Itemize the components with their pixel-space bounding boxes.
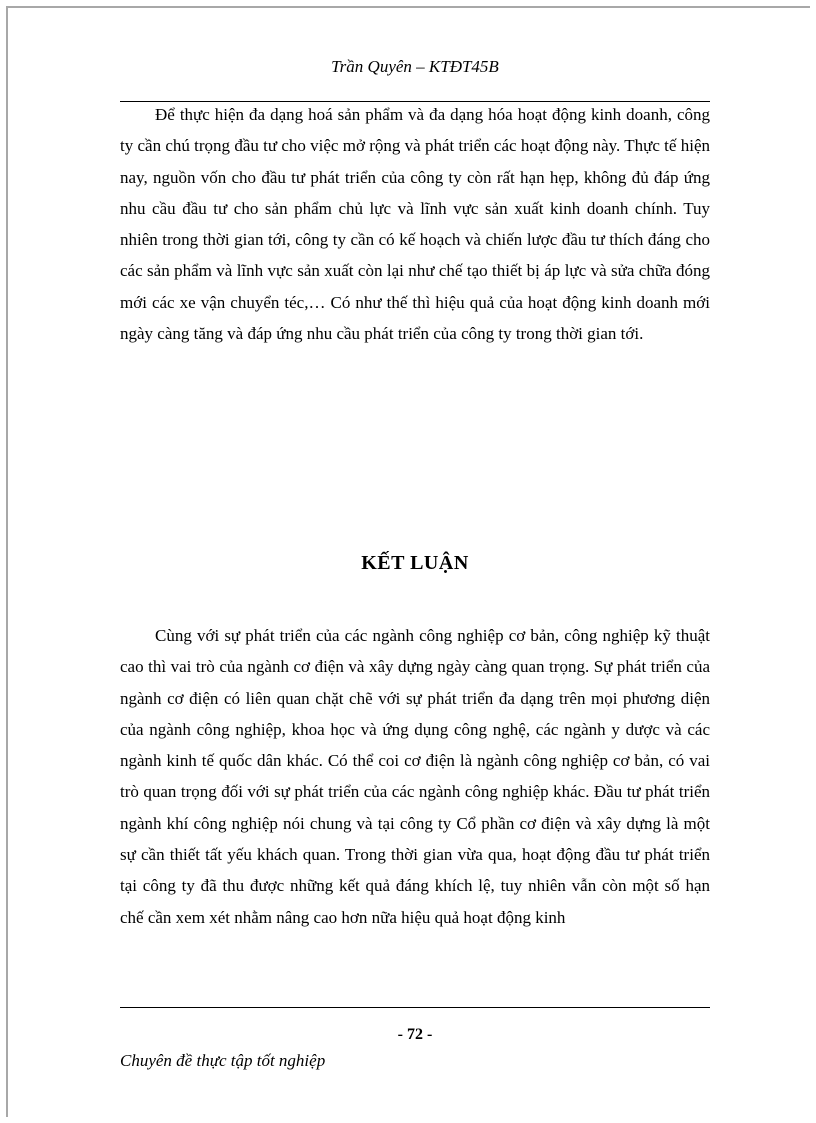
paragraph-investment: Để thực hiện đa dạng hoá sản phẩm và đa dạng hóa hoạt động kinh doanh, công ty cần chú trọng đầu tư cho việc mở rộng và phát triển các hoạt động này. Thực tế hiện nay, nguồn vốn cho đầu tư phát triển của công ty còn rất hạn hẹp, không đủ đáp ứng nhu cầu đầu tư cho sản phẩm chủ lực và lĩnh vực sản xuất kinh doanh chính. Tuy nhiên trong thời gian tới, công ty cần có kế hoạch và chiến lược đầu tư thích đáng cho các sản phẩm và lĩnh vực sản xuất còn lại như chế tạo thiết bị áp lực và sửa chữa đóng mới các xe vận chuyển téc,… Có như thế thì hiệu quả của hoạt động kinh doanh mới ngày càng tăng và đáp ứng nhu cầu phát triển của công ty trong thời gian tới. (120, 105, 710, 344)
footer-rule (120, 1007, 710, 1008)
section-heading: KẾT LUẬN (361, 552, 469, 574)
running-header: Trần Quyên – KTĐT45B (331, 57, 499, 76)
paragraph-conclusion: Cùng với sự phát triển của các ngành công nghiệp cơ bản, công nghiệp kỹ thuật cao thì vai trò của ngành cơ điện và xây dựng ngày càng quan trọng. Sự phát triển của ngành cơ điện có liên quan chặt chẽ với sự phát triển đa dạng trên mọi phương diện của ngành công nghiệp, khoa học và ứng dụng công nghệ, các ngành y dược và các ngành kinh tế quốc dân khác. Có thể coi cơ điện là ngành công nghiệp cơ bản, có vai trò quan trọng đối với sự phát triển của các ngành công nghiệp khác. Đầu tư phát triển ngành khí công nghiệp nói chung và tại công ty Cổ phần cơ điện và xây dựng là một sự cần thiết tất yếu khách quan. Trong thời gian vừa qua, hoạt động đầu tư phát triển tại công ty đã thu được những kết quả đáng khích lệ, tuy nhiên vẫn còn một số hạn chế cần xem xét nhằm nâng cao hơn nữa hiệu quả hoạt động kinh (120, 626, 710, 927)
footer-title: Chuyên đề thực tập tốt nghiệp (120, 1051, 326, 1070)
page-number: - 72 - (397, 1026, 433, 1043)
